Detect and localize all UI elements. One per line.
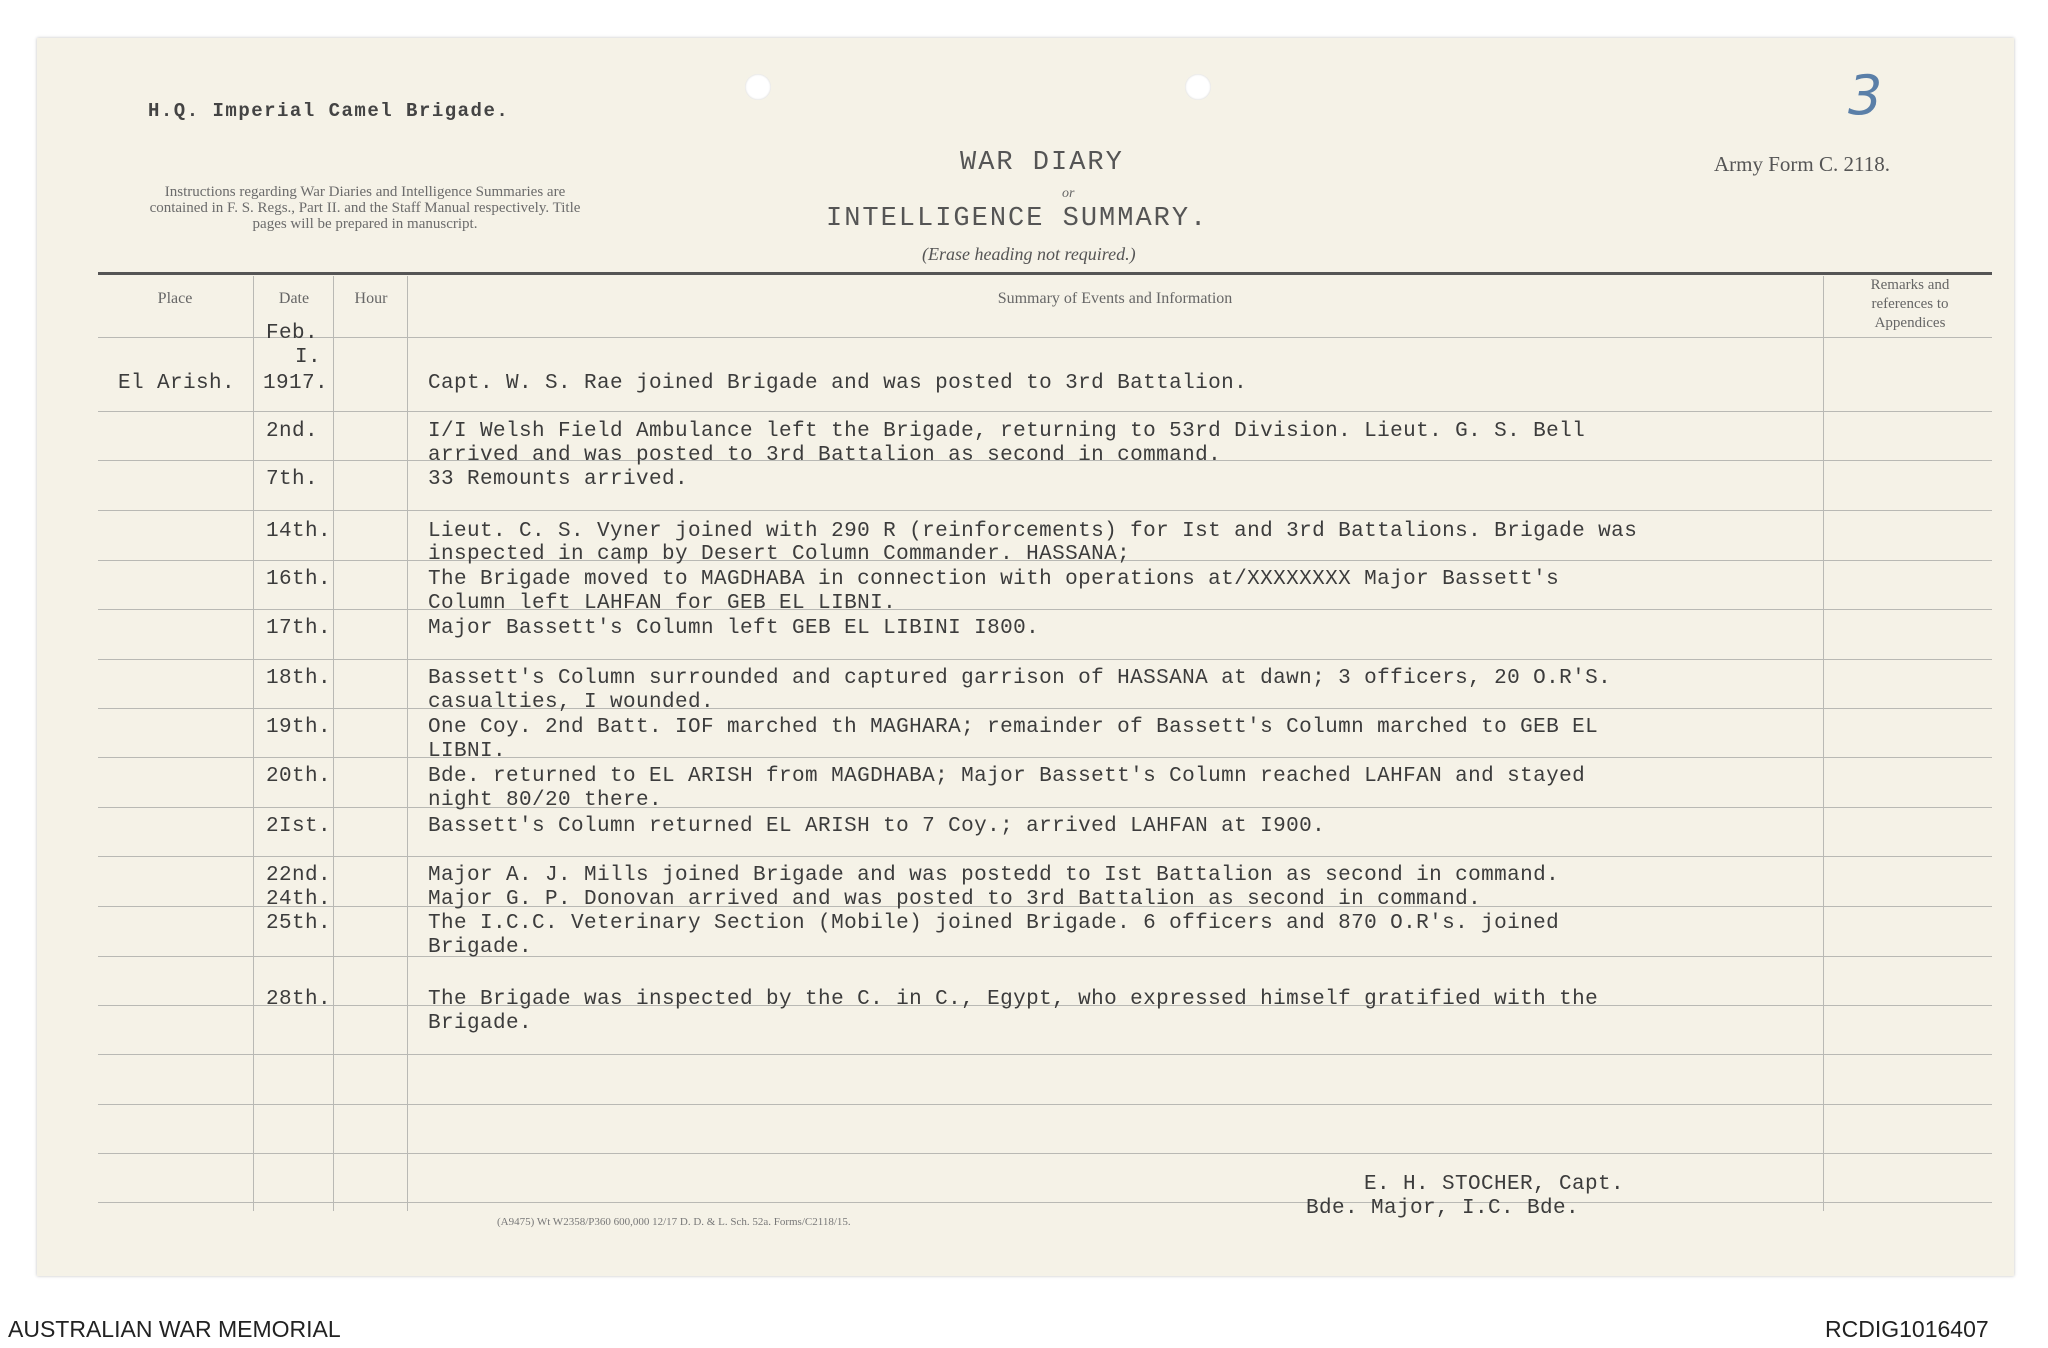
entry-text-line: Major A. J. Mills joined Brigade and was postedd to Ist Battalion as second in command. <box>428 864 1560 887</box>
entry-text-line: inspected in camp by Desert Column Commander. HASSANA; <box>428 543 1131 566</box>
entry-date: 17th. <box>266 617 332 640</box>
ruled-line <box>98 1153 1992 1154</box>
column-header-date: Date <box>278 290 310 307</box>
entry-text-line: The Brigade moved to MAGDHABA in connection with operations at/XXXXXXXX Major Bassett's <box>428 568 1560 591</box>
punch-hole-right <box>1185 74 1211 100</box>
column-header-summary: Summary of Events and Information <box>997 290 1233 307</box>
entry-text-line: night 80/20 there. <box>428 789 663 812</box>
instructions-note: Instructions regarding War Diaries and Intelligence Summaries are contained in F. S. Regs., Part II. and the Staff Manual respectively. Title pages will be prepared in manuscript. <box>149 184 581 232</box>
ruled-line <box>98 708 1992 709</box>
entry-date: 18th. <box>266 667 332 690</box>
ruled-line <box>98 856 1992 857</box>
print-code: (A9475) Wt W2358/P360 600,000 12/17 D. D. & L. Sch. 52a. Forms/C2118/15. <box>497 1216 851 1228</box>
entry-text-line: I/I Welsh Field Ambulance left the Brigade, returning to 53rd Division. Lieut. G. S. Bell <box>428 420 1586 443</box>
archive-id: RCDIG1016407 <box>1825 1316 1989 1342</box>
ruled-line <box>98 1054 1992 1055</box>
table-top-rule <box>98 272 1992 275</box>
entry-date: 24th. <box>266 888 332 911</box>
signature-name: E. H. STOCHER, Capt. <box>1364 1173 1625 1196</box>
entry-date: 28th. <box>266 988 332 1011</box>
page-number: 3 <box>1848 64 1883 127</box>
entry-date: 22nd. <box>266 864 332 887</box>
entry-text-line: Brigade. <box>428 936 533 959</box>
column-header-place: Place <box>157 290 193 307</box>
title-war-diary: WAR DIARY <box>960 148 1124 178</box>
entry-date: 19th. <box>266 716 332 739</box>
title-or: or <box>1062 186 1075 201</box>
entry-text-line: arrived and was posted to 3rd Battalion as second in command. <box>428 444 1222 467</box>
title-intelligence-summary: INTELLIGENCE SUMMARY. <box>826 204 1209 234</box>
column-divider <box>407 276 408 1211</box>
column-divider <box>253 276 254 1211</box>
entry-text-line: Capt. W. S. Rae joined Brigade and was posted to 3rd Battalion. <box>428 372 1248 395</box>
entry-date: 7th. <box>266 468 319 491</box>
entry-text-line: Bassett's Column returned EL ARISH to 7 Coy.; arrived LAHFAN at I900. <box>428 815 1326 838</box>
entry-text-line: Brigade. <box>428 1012 533 1035</box>
ruled-line <box>98 609 1992 610</box>
ruled-line <box>98 1202 1992 1203</box>
entry-text-line: One Coy. 2nd Batt. IOF marched th MAGHARA; remainder of Bassett's Column marched to GEB EL <box>428 716 1599 739</box>
column-header-hour: Hour <box>354 290 388 307</box>
entry-text-line: Major Bassett's Column left GEB EL LIBINI I800. <box>428 617 1040 640</box>
date-month: Feb. <box>266 322 319 345</box>
ruled-line <box>98 807 1992 808</box>
column-divider <box>1823 276 1824 1211</box>
ruled-line <box>98 956 1992 957</box>
ruled-line <box>98 757 1992 758</box>
ruled-line <box>98 659 1992 660</box>
ruled-line <box>98 510 1992 511</box>
entry-place: El Arish. <box>118 372 236 395</box>
army-form-number: Army Form C. 2118. <box>1714 152 1890 176</box>
punch-hole-left <box>745 74 771 100</box>
entry-text-line: Bassett's Column surrounded and captured garrison of HASSANA at dawn; 3 officers, 20 O.R'S. <box>428 667 1612 690</box>
entry-date: 16th. <box>266 568 332 591</box>
entry-text-line: casualties, I wounded. <box>428 691 715 714</box>
ruled-line <box>98 337 1992 338</box>
entry-text-line: Major G. P. Donovan arrived and was posted to 3rd Battalion as second in command. <box>428 888 1482 911</box>
entry-text-line: Bde. returned to EL ARISH from MAGDHABA; Major Bassett's Column reached LAHFAN and stayed <box>428 765 1586 788</box>
entry-date: 2Ist. <box>266 815 332 838</box>
entry-date: 14th. <box>266 520 332 543</box>
date-day: I. <box>295 346 322 369</box>
entry-text-line: Lieut. C. S. Vyner joined with 290 R (reinforcements) for Ist and 3rd Battalions. Brigade was <box>428 520 1638 543</box>
entry-date: 25th. <box>266 912 332 935</box>
entry-text-line: 33 Remounts arrived. <box>428 468 689 491</box>
entry-date: 2nd. <box>266 420 319 443</box>
entry-date: 20th. <box>266 765 332 788</box>
column-header-remarks: Remarks and references to Appendices <box>1870 277 1950 331</box>
ruled-line <box>98 411 1992 412</box>
column-divider <box>333 276 334 1211</box>
unit-heading: H.Q. Imperial Camel Brigade. <box>148 100 510 122</box>
entry-text-line: LIBNI. <box>428 740 507 763</box>
ruled-line <box>98 1104 1992 1105</box>
entry-text-line: The Brigade was inspected by the C. in C., Egypt, who expressed himself gratified with the <box>428 988 1599 1011</box>
date-year: 1917. <box>263 372 329 395</box>
signature-title: Bde. Major, I.C. Bde. <box>1306 1197 1580 1220</box>
entry-text-line: Column left LAHFAN for GEB EL LIBNI. <box>428 592 897 615</box>
archive-caption: AUSTRALIAN WAR MEMORIAL <box>8 1316 341 1342</box>
entry-text-line: The I.C.C. Veterinary Section (Mobile) joined Brigade. 6 officers and 870 O.R's. joined <box>428 912 1560 935</box>
erase-heading-note: (Erase heading not required.) <box>922 244 1136 264</box>
